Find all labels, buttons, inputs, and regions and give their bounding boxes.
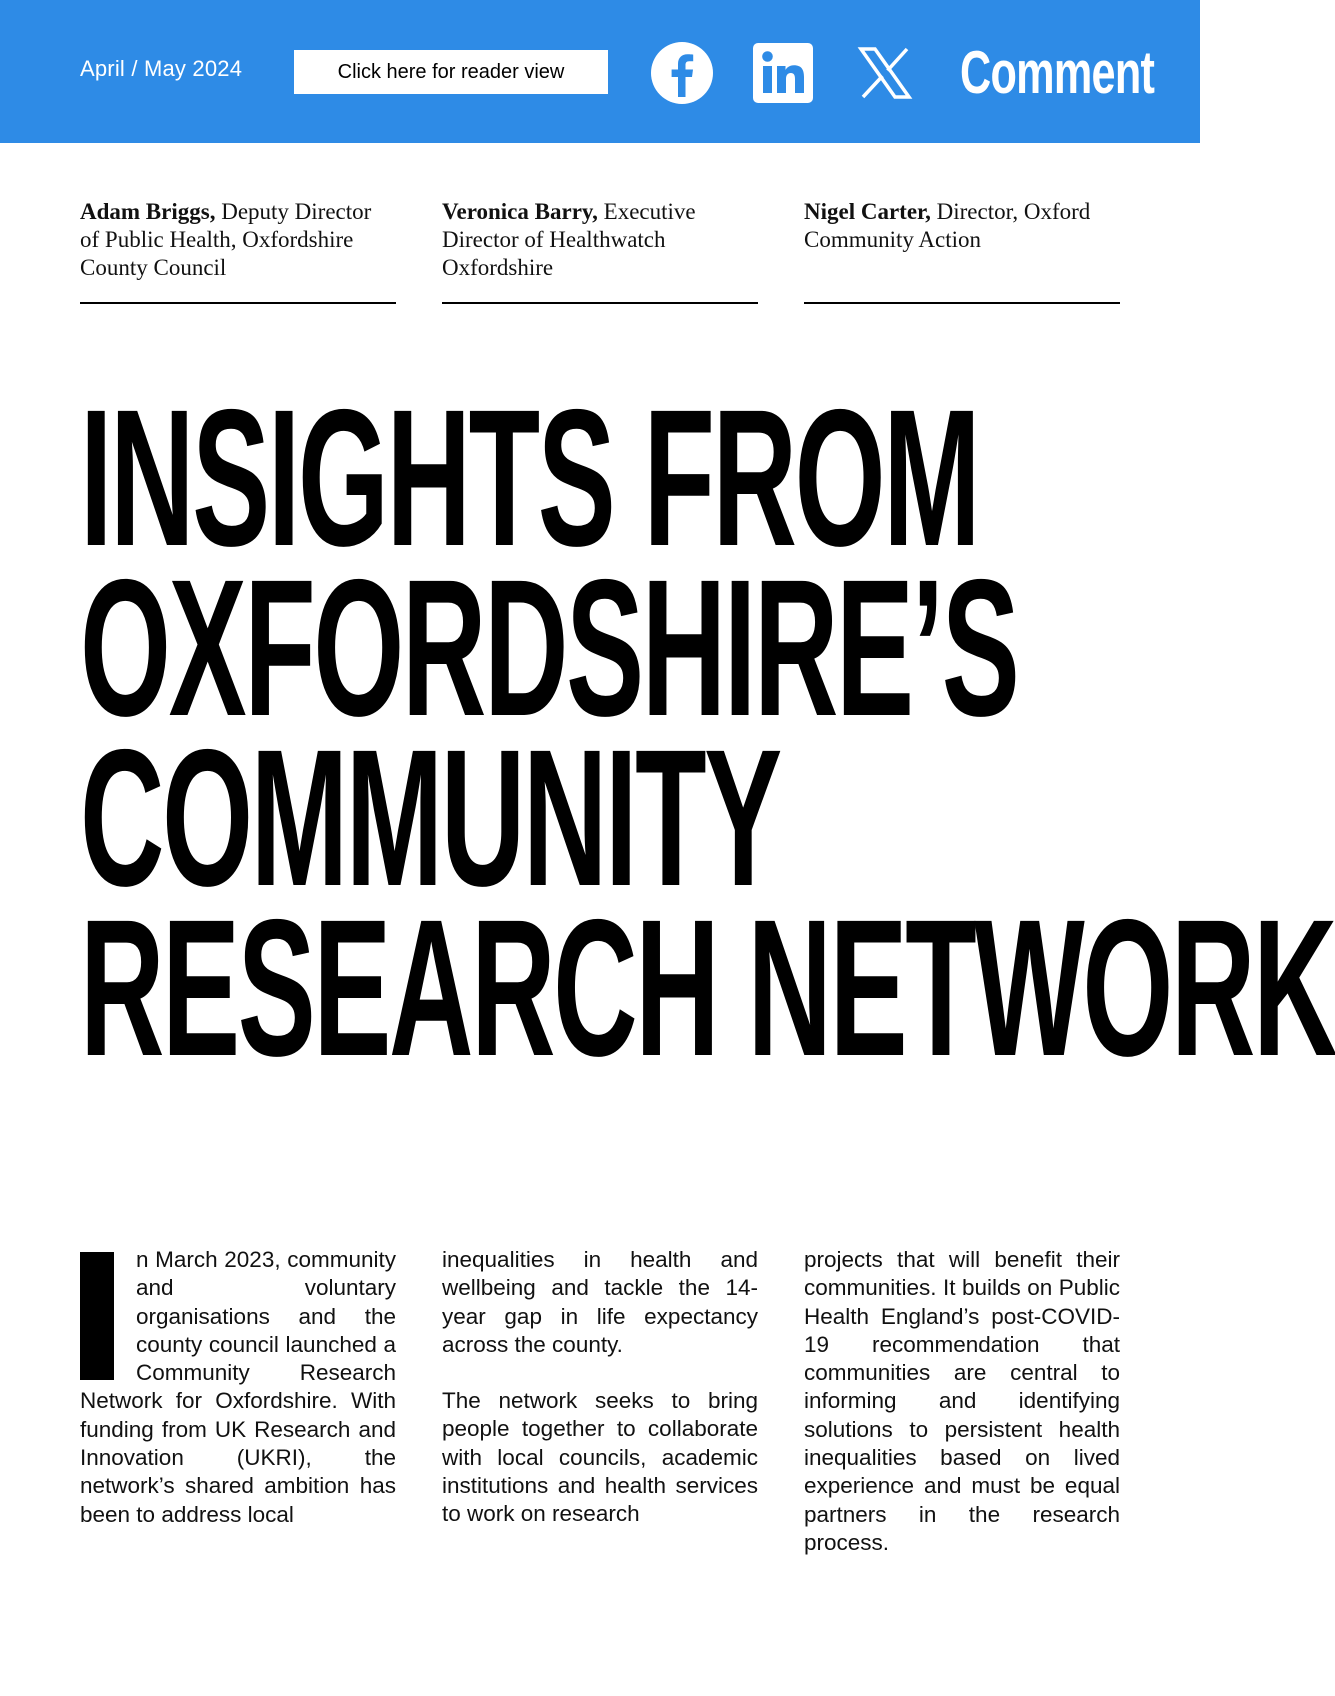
- author-role: Executive Director of Healthwatch Oxfordshire: [442, 199, 696, 280]
- header-bar: [0, 0, 1200, 143]
- paragraph-text: n March 2023, community and voluntary organisations and the county council launched a Community Research Network for Oxfordshire. With funding from UK Research and Innovation (UKRI), the network’s shared ambition has been to address local: [80, 1247, 396, 1527]
- author-role: Director, Oxford Community Action: [804, 199, 1091, 252]
- author-name: Veronica Barry,: [442, 199, 598, 224]
- body-paragraph: inequalities in health and wellbeing and tackle the 14-year gap in life expectancy across the county.: [442, 1247, 758, 1357]
- headline-line: INSIGHTS FROM: [80, 369, 979, 587]
- body-column-3: [804, 1246, 1120, 1585]
- author-byline: [80, 198, 396, 304]
- author-byline: [442, 198, 758, 304]
- body-paragraph: The network seeks to bring people together to collaborate with local councils, academic institutions and health services to work on research: [442, 1388, 758, 1527]
- body-column-2: [442, 1246, 758, 1557]
- author-name: Adam Briggs,: [80, 199, 216, 224]
- author-name: Nigel Carter,: [804, 199, 931, 224]
- body-column-1: [80, 1246, 396, 1557]
- facebook-icon[interactable]: [649, 40, 715, 106]
- reader-view-button[interactable]: Click here for reader view: [294, 50, 608, 94]
- headline-line: OXFORDSHIRE’S: [80, 539, 1018, 757]
- body-paragraph: projects that will benefit their communities. It builds on Public Health England’s post-COVID-19 recommendation that communities are central to informing and identifying solutions to persistent health inequalities based on lived experience and must be equal partners in the research process.: [804, 1247, 1120, 1555]
- drop-cap: [80, 1252, 114, 1380]
- comment-link[interactable]: Comment: [960, 39, 1155, 106]
- headline-line: RESEARCH NETWORK: [80, 879, 1335, 1097]
- body-paragraph: [80, 1246, 396, 1529]
- linkedin-icon[interactable]: [750, 40, 816, 106]
- author-role: Deputy Director of Public Health, Oxfordshire County Council: [80, 199, 372, 280]
- x-icon[interactable]: [852, 40, 918, 106]
- article-headline: [80, 369, 1335, 1097]
- issue-date: April / May 2024: [80, 56, 243, 81]
- author-byline: [804, 198, 1120, 304]
- headline-line: COMMUNITY: [80, 709, 780, 927]
